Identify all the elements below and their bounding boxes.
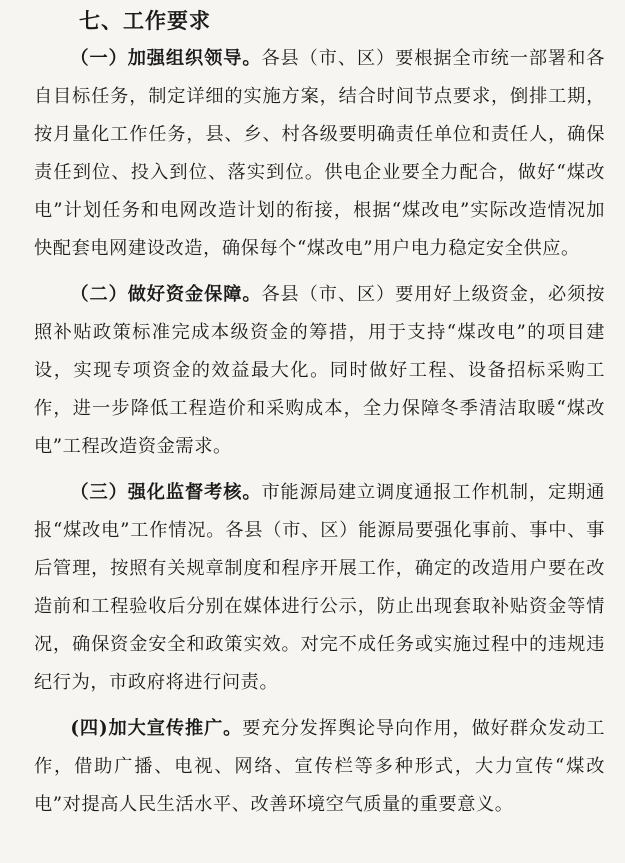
paragraph-organization-leadership <box>34 40 605 268</box>
paragraph-publicity-promotion <box>34 710 605 824</box>
paragraph-body: 市能源局建立调度通报工作机制，定期通报“煤改电”工作情况。各县（市、区）能源局要强化事前、事中、事后管理，按照有关规章制度和程序开展工作，确定的改造用户要在改造前和工程验收后分别在媒体进行公示，防止出现套取补贴资金等情况，确保资金安全和政策实效。对完不成任务或实施过程中的违规违纪行为，市政府将进行问责。 <box>34 482 605 693</box>
paragraph-body: 要充分发挥舆论导向作用，做好群众发动工作，借助广播、电视、网络、宣传栏等多种形式，大力宣传“煤改电”对提高人民生活水平、改善环境空气质量的重要意义。 <box>34 718 605 815</box>
paragraph-body: 各县（市、区）要根据全市统一部署和各自目标任务，制定详细的实施方案，结合时间节点要求，倒排工期，按月量化工作任务，县、乡、村各级要明确责任单位和责任人，确保责任到位、投入到位、落实到位。供电企业要全力配合，做好“煤改电”计划任务和电网改造计划的衔接，根据“煤改电”实际改造情况加快配套电网建设改造，确保每个“煤改电”用户电力稳定安全供应。 <box>34 48 605 259</box>
paragraph-body: 各县（市、区）要用好上级资金，必须按照补贴政策标准完成本级资金的筹措，用于支持“煤改电”的项目建设，实现专项资金的效益最大化。同时做好工程、设备招标采购工作，进一步降低工程造价和采购成本，全力保障冬季清洁取暖“煤改电”工程改造资金需求。 <box>34 284 605 457</box>
paragraph-supervision-assessment <box>34 474 605 702</box>
paragraph-title: （二）做好资金保障。 <box>70 284 262 305</box>
paragraph-funding-guarantee <box>34 276 605 466</box>
paragraph-title: （三）强化监督考核。 <box>70 482 262 503</box>
section-heading: 七、工作要求 <box>79 9 211 33</box>
paragraph-title: (四)加大宣传推广。 <box>70 718 243 739</box>
paragraph-title: （一）加强组织领导。 <box>70 48 262 69</box>
